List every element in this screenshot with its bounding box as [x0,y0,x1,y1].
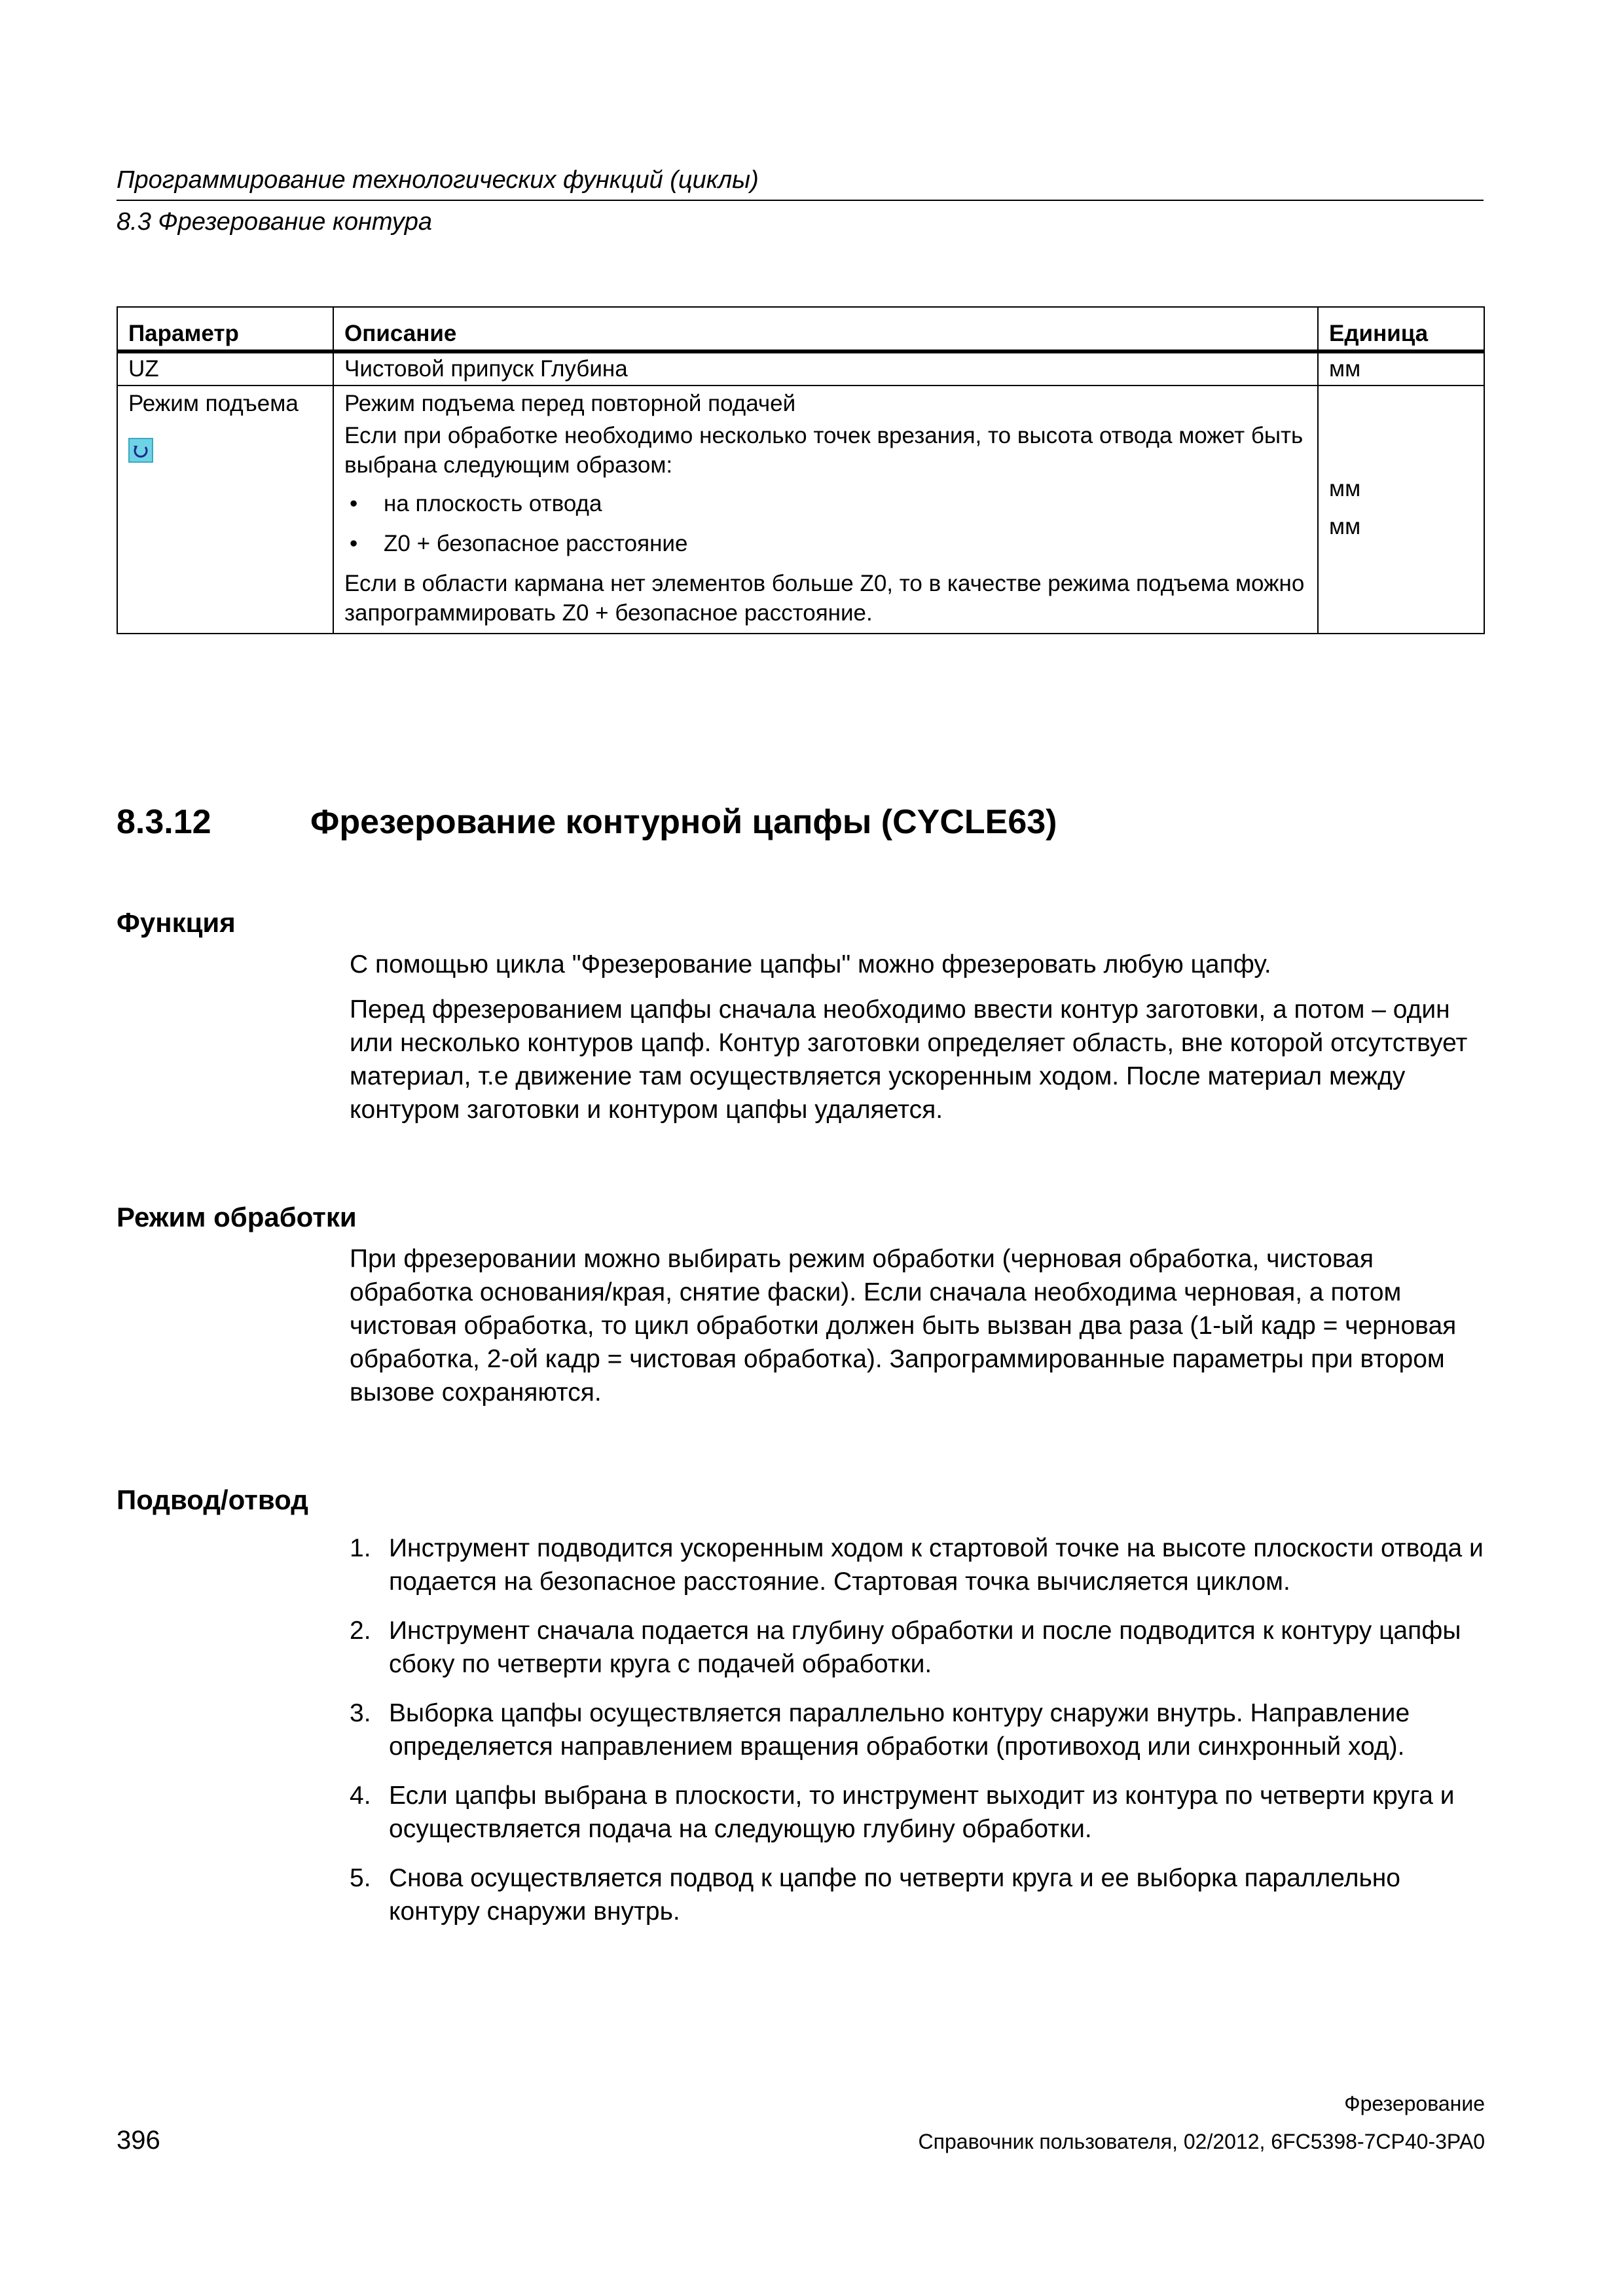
section-title: Фрезерование контурной цапфы (CYCLE63) [310,803,1057,841]
function-heading: Функция [117,907,236,938]
step-text: Инструмент сначала подается на глубину обработки и после подводится к контуру цапфы сбоку по четверти круга с подачей обработки. [389,1617,1461,1678]
param-name: Режим подъема [128,391,299,416]
table-row [117,386,1484,634]
description-cell [333,351,1318,386]
list-item [350,1696,1489,1763]
list-item [350,1861,1489,1928]
description-cell [333,386,1318,634]
table-row [117,351,1484,386]
header-unit: Единица [1318,307,1484,351]
step-text: Если цапфы выбрана в плоскости, то инструмент выходит из контура по четверти круга и осуществляется подача на следующую глубину обработки. [389,1782,1455,1843]
running-header-section: 8.3 Фрезерование контура [117,208,433,236]
header-description: Описание [333,307,1318,351]
step-number: 3. [350,1699,371,1727]
step-text: Снова осуществляется подвод к цапфе по четверти круга и ее выборка параллельно контуру снаружи внутрь. [389,1864,1400,1926]
unit-cell [1318,351,1484,386]
step-number: 4. [350,1782,371,1810]
approach-steps [350,1532,1489,1944]
list-item [350,1614,1489,1681]
header-parameter: Параметр [117,307,333,351]
description-line: Если при обработке необходимо несколько точек врезания, то высота отвода может быть выбрана следующим образом: [344,423,1304,478]
param-unit: мм [1329,356,1361,382]
section-number: 8.3.12 [117,803,211,841]
description-note: Если в области кармана нет элементов больше Z0, то в качестве режима подъема можно запрограммировать Z0 + безопасное расстояние. [344,571,1305,626]
param-description: Чистовой припуск Глубина [344,356,628,382]
function-paragraph: Перед фрезерованием цапфы сначала необходимо ввести контур заготовки, а потом – один или несколько контуров цапф. Контур заготовки определяет область, вне которой отсутствует материал, т.е движение там осуществляется ускоренным ходом. После материал между контуром заготовки и контуром цапфы удаляется. [350,996,1468,1124]
function-paragraph: С помощью цикла "Фрезерование цапфы" можно фрезеровать любую цапфу. [350,950,1271,978]
param-unit: мм [1329,476,1361,501]
table-header-row [117,307,1484,351]
function-body [350,948,1489,1138]
step-number: 5. [350,1864,371,1892]
machining-mode-heading: Режим обработки [117,1202,357,1232]
step-text: Выборка цапфы осуществляется параллельно контуру снаружи внутрь. Направление определяется направлением вращения обработки (противоход или синхронный ход). [389,1699,1410,1761]
unit-cell [1318,386,1484,634]
bullet-item: • на плоскость отвода [344,489,1307,518]
list-item [350,1779,1489,1846]
section-heading [117,802,1057,842]
page-number: 396 [117,2126,160,2155]
description-line: Режим подъема перед повторной подачей [344,391,796,416]
step-number: 1. [350,1534,371,1562]
list-item [350,1532,1489,1598]
param-name: UZ [128,356,159,382]
parameter-table [117,306,1485,634]
machining-mode-paragraph: При фрезеровании можно выбирать режим обработки (черновая обработка, чистовая обработка основания/края, снятие фаски). Если сначала необходима черновая, а потом чистовая обработка, то цикл обработки должен быть вызван два раза (1-ый кадр = черновая обработка, 2-ой кадр = чистовая обработка). Запрограммированные параметры при втором вызове сохраняются. [350,1245,1457,1407]
param-cell [117,351,333,386]
approach-heading: Подвод/отвод [117,1484,308,1515]
step-number: 2. [350,1617,371,1645]
bullet-item: • Z0 + безопасное расстояние [344,529,1307,558]
footer-title: Фрезерование [1344,2092,1485,2115]
machining-mode-body [350,1242,1489,1421]
param-cell [117,386,333,634]
step-text: Инструмент подводится ускоренным ходом к стартовой точке на высоте плоскости отвода и подается на безопасное расстояние. Стартовая точка вычисляется циклом. [389,1534,1484,1596]
header-rule [117,200,1484,201]
param-unit: мм [1329,514,1361,539]
running-header-chapter: Программирование технологических функций (циклы) [117,166,759,194]
footer-reference: Справочник пользователя, 02/2012, 6FC5398-7CP40-3PA0 [918,2130,1485,2153]
retract-mode-icon [128,438,153,463]
